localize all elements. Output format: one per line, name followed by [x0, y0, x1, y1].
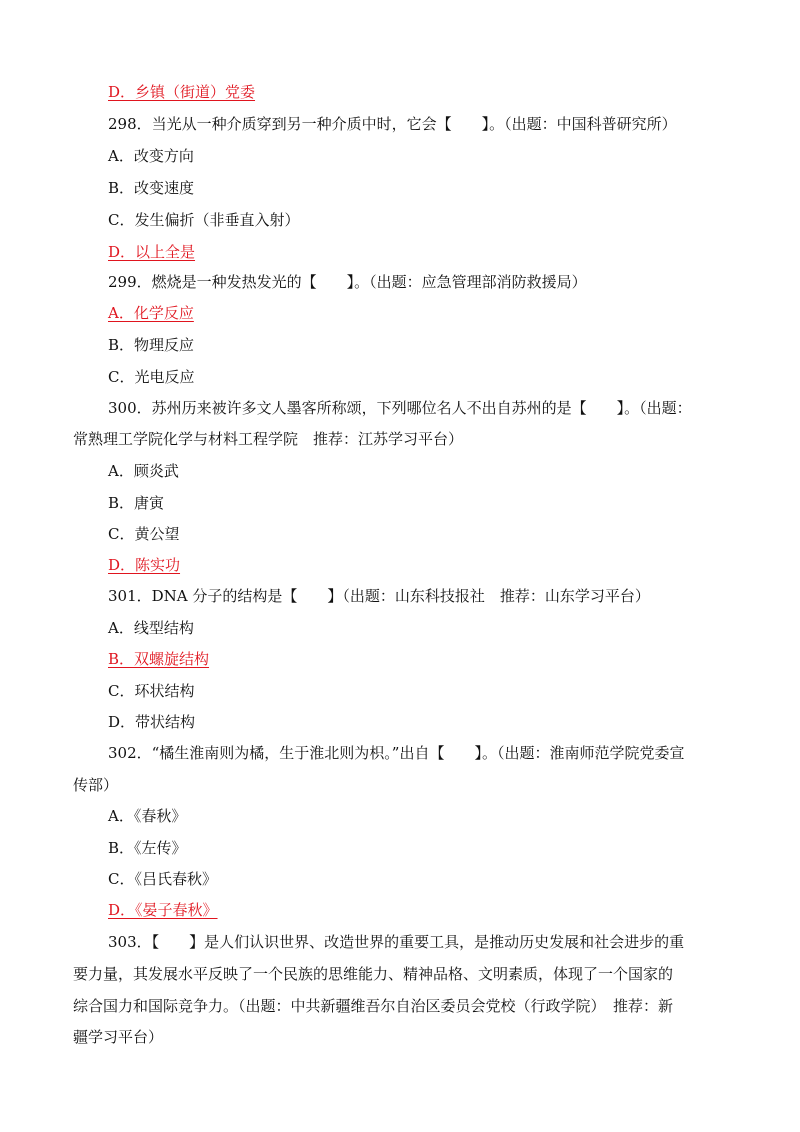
option-line: C．《吕氏春秋》: [108, 870, 217, 888]
option-line: A．改变方向: [108, 147, 194, 165]
question-303-continued: 要力量，其发展水平反映了一个民族的思维能力、精神品格、文明素质，体现了一个国家的: [73, 965, 674, 983]
question-299: 299．燃烧是一种发热发光的【 】。（出题：应急管理部消防救援局）: [108, 273, 587, 291]
option-line: C．发生偏折（非垂直入射）: [108, 211, 300, 229]
answer-line: D．乡镇（街道）党委: [108, 83, 256, 101]
option-line: A．《春秋》: [108, 807, 187, 825]
option-line: C．黄公望: [108, 525, 180, 543]
option-line: B．物理反应: [108, 336, 195, 354]
option-line: A．线型结构: [108, 619, 194, 637]
answer-line: D．《晏子春秋》: [108, 901, 218, 919]
question-303-continued: 综合国力和国际竞争力。（出题：中共新疆维吾尔自治区委员会党校（行政学院） 推荐：新: [73, 997, 674, 1015]
question-303: 303．【 】是人们认识世界、改造世界的重要工具，是推动历史发展和社会进步的重: [108, 933, 685, 951]
question-302: 302．“橘生淮南则为橘，生于淮北则为枳。”出自【 】。（出题：淮南师范学院党委宣: [108, 744, 685, 762]
option-line: B．《左传》: [108, 839, 187, 857]
question-300: 300．苏州历来被许多文人墨客所称颂，下列哪位名人不出自苏州的是【 】。（出题：: [108, 399, 692, 417]
answer-line: A．化学反应: [108, 304, 194, 322]
option-line: B．唐寅: [108, 494, 165, 512]
option-line: C．环状结构: [108, 682, 195, 700]
question-298: 298．当光从一种介质穿到另一种介质中时，它会【 】。（出题：中国科普研究所）: [108, 115, 677, 133]
answer-line: D．陈实功: [108, 556, 181, 574]
option-line: C．光电反应: [108, 368, 195, 386]
question-303-continued: 疆学习平台）: [73, 1028, 164, 1046]
option-line: B．改变速度: [108, 179, 195, 197]
answer-line: D．以上全是: [108, 243, 196, 261]
question-302-continued: 传部）: [73, 776, 119, 794]
option-line: D．带状结构: [108, 713, 196, 731]
option-line: A．顾炎武: [108, 462, 179, 480]
question-300-continued: 常熟理工学院化学与材料工程学院 推荐：江苏学习平台）: [73, 430, 464, 448]
answer-line: B．双螺旋结构: [108, 650, 210, 668]
question-301: 301．DNA 分子的结构是【 】（出题：山东科技报社 推荐：山东学习平台）: [108, 587, 650, 605]
